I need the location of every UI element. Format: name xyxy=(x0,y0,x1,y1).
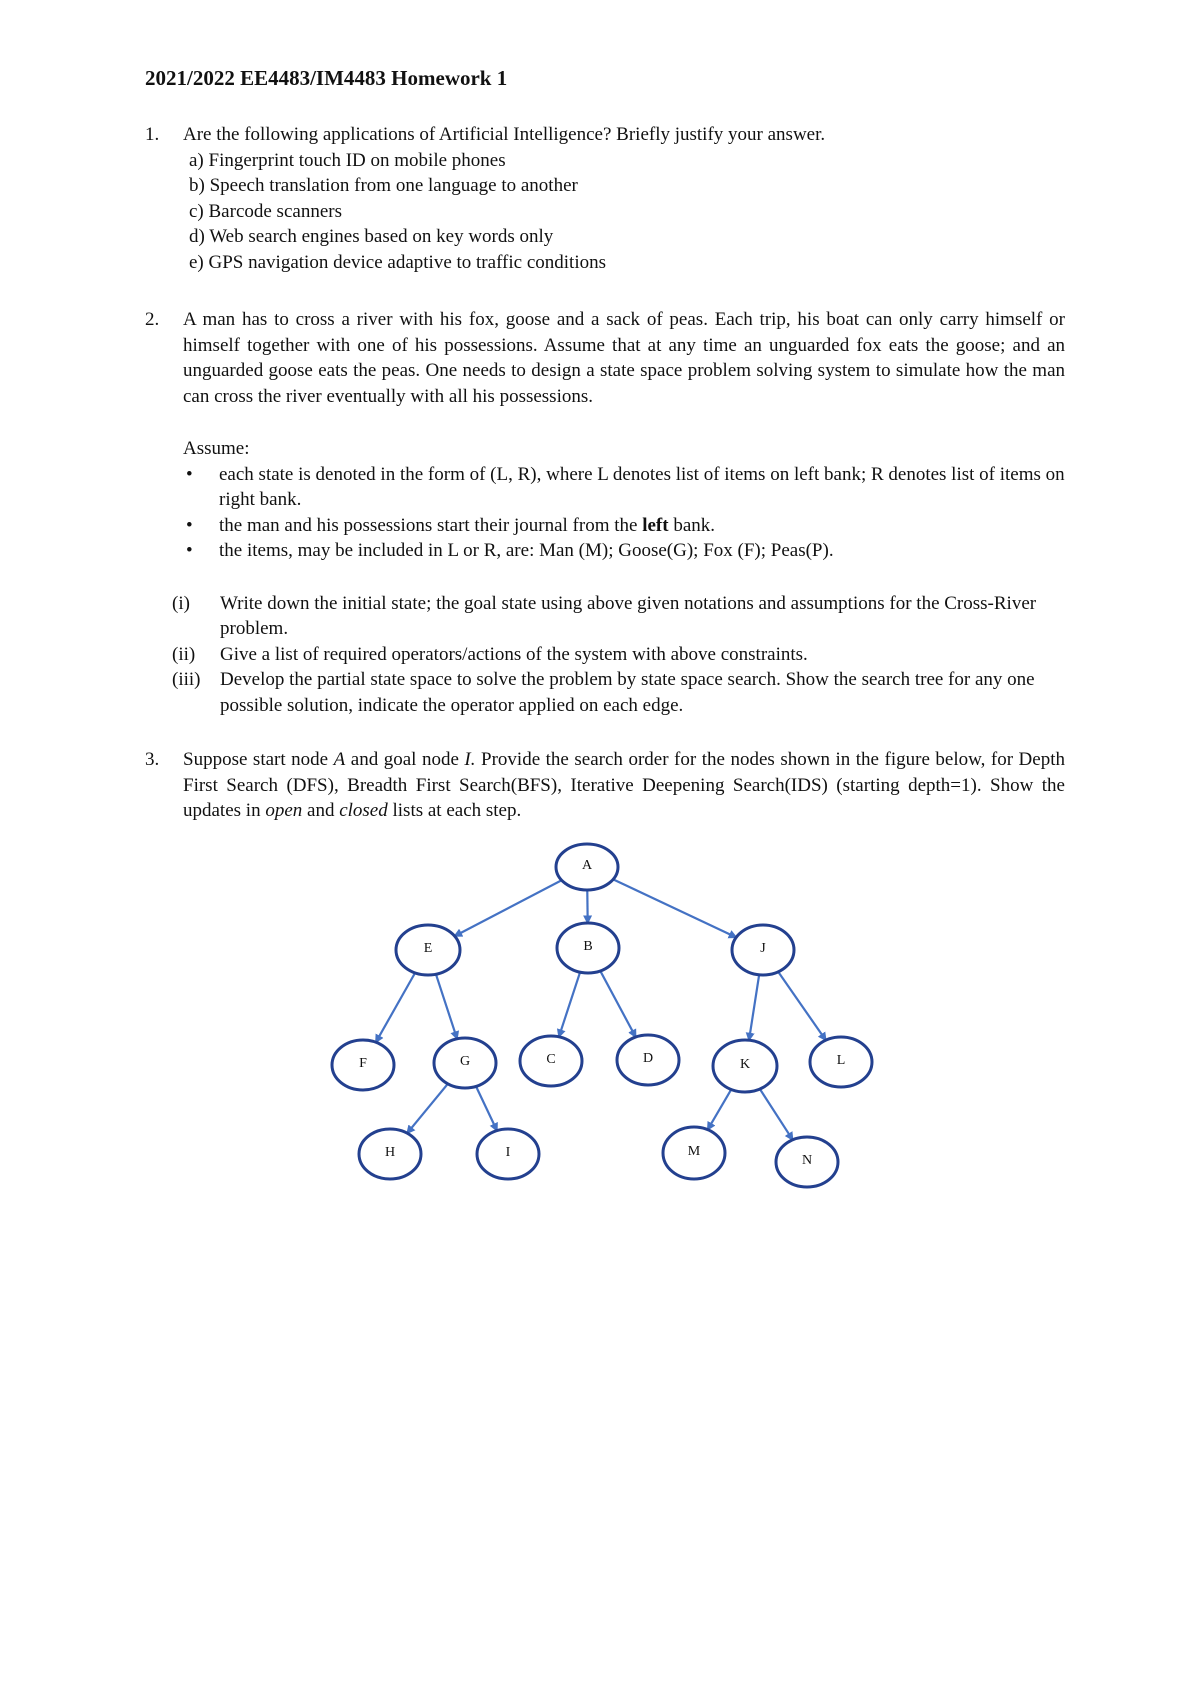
sub-question-label: (iii) xyxy=(172,669,201,690)
tree-edge-k-n xyxy=(760,1089,793,1140)
tree-node-k xyxy=(713,1040,777,1092)
tree-edge-j-l xyxy=(778,972,826,1040)
list-item: a) Fingerprint touch ID on mobile phones xyxy=(189,149,506,171)
list-item: c) Barcode scanners xyxy=(189,200,342,222)
node-label: D xyxy=(642,1051,654,1067)
question-text: Suppose start node A and goal node I. Provide the search order for the nodes shown in the figure below, for Depth First Search (DFS), Breadth First Search(BFS), Iterative Deepening Search(IDS) (starting depth=1). Show the updates in open and closed lists at each step. xyxy=(183,749,1065,821)
tree-edge-e-g xyxy=(436,974,457,1039)
sub-question-label: (i) xyxy=(172,592,190,614)
tree-edge-a-e xyxy=(455,880,562,936)
tree-node-g xyxy=(434,1038,496,1088)
closed-list-term: closed xyxy=(339,800,388,821)
tree-node-f xyxy=(332,1040,394,1090)
question-text: A man has to cross a river with his fox, goose and a sack of peas. Each trip, his boat can only carry himself or himself together with one of his possessions. Assume that at any time an unguarded fox eats the goose; and an unguarded goose eats the peas. One needs to design a state space problem solving system to simulate how the man can cross the river eventually with all his possessions. xyxy=(183,309,1065,407)
tree-edge-e-f xyxy=(376,973,415,1042)
node-label: M xyxy=(687,1144,701,1160)
list-item: • each state is denoted in the form of (L, R), where L denotes list of items on left bank; R denotes list of items on right bank. xyxy=(186,463,1065,510)
list-item: • the man and his possessions start their journal from the left bank. xyxy=(181,513,1065,539)
tree-edge-j-k xyxy=(749,975,759,1040)
tree-edge-k-m xyxy=(708,1089,732,1129)
tree-node-b xyxy=(557,923,619,973)
open-list-term: open xyxy=(265,800,303,821)
tree-edge-g-h xyxy=(407,1084,448,1133)
node-label: B xyxy=(583,939,593,955)
sub-question: (i) Write down the initial state; the goal state using above given notations and assumptions for the Cross-River problem. xyxy=(172,592,1037,639)
sub-question: (ii) Give a list of required operators/actions of the system with above constraints. xyxy=(172,642,1065,668)
node-label: G xyxy=(459,1054,471,1070)
tree-edge-g-i xyxy=(476,1086,497,1130)
tree-node-n xyxy=(776,1137,838,1187)
document-title: 2021/2022 EE4483/IM4483 Homework 1 xyxy=(145,66,508,90)
bullet: • xyxy=(186,463,193,485)
list-item: b) Speech translation from one language to another xyxy=(189,175,578,196)
question-number: 1. xyxy=(145,124,160,145)
tree-node-a xyxy=(556,844,618,890)
list-item: • the items, may be included in L or R, are: Man (M); Goose(G); Fox (F); Peas(P). xyxy=(181,538,1065,564)
tree-node-l xyxy=(810,1037,872,1087)
question-number: 3. xyxy=(145,749,160,770)
node-label: L xyxy=(836,1053,846,1069)
node-label: N xyxy=(801,1153,813,1169)
node-label: C xyxy=(546,1052,556,1068)
question-number: 2. xyxy=(145,309,160,330)
bullet: • xyxy=(186,540,193,561)
tree-node-d xyxy=(617,1035,679,1085)
node-label: F xyxy=(359,1056,367,1072)
assume-label: Assume: xyxy=(183,438,250,459)
tree-node-e xyxy=(396,925,460,975)
tree-edge-b-c xyxy=(559,972,580,1037)
tree-node-j xyxy=(732,925,794,975)
sub-question: (iii) Develop the partial state space to solve the problem by state space search. Show the search tree for any one possible solution, indicate the operator applied on each edge. xyxy=(172,669,1035,716)
tree-node-m xyxy=(663,1127,725,1179)
node-label: I xyxy=(505,1145,511,1161)
question-text: Are the following applications of Artificial Intelligence? Briefly justify your answer. xyxy=(183,124,826,145)
node-label: J xyxy=(760,941,766,957)
goal-node-label: I. xyxy=(464,749,476,770)
node-label: A xyxy=(581,858,593,874)
tree-node-c xyxy=(520,1036,582,1086)
node-label: E xyxy=(423,941,433,957)
list-item: d) Web search engines based on key words only xyxy=(189,226,554,247)
emphasis-left: left xyxy=(642,514,669,536)
start-node-label: A xyxy=(333,749,346,770)
sub-question-label: (ii) xyxy=(172,643,196,665)
bullet: • xyxy=(186,514,193,536)
node-label: K xyxy=(739,1057,751,1073)
list-item: e) GPS navigation device adaptive to traffic conditions xyxy=(189,251,607,273)
tree-edge-b-d xyxy=(600,971,635,1037)
tree-node-i xyxy=(477,1129,539,1179)
tree-edge-a-j xyxy=(613,879,736,937)
tree-node-h xyxy=(359,1129,421,1179)
node-label: H xyxy=(384,1145,396,1161)
